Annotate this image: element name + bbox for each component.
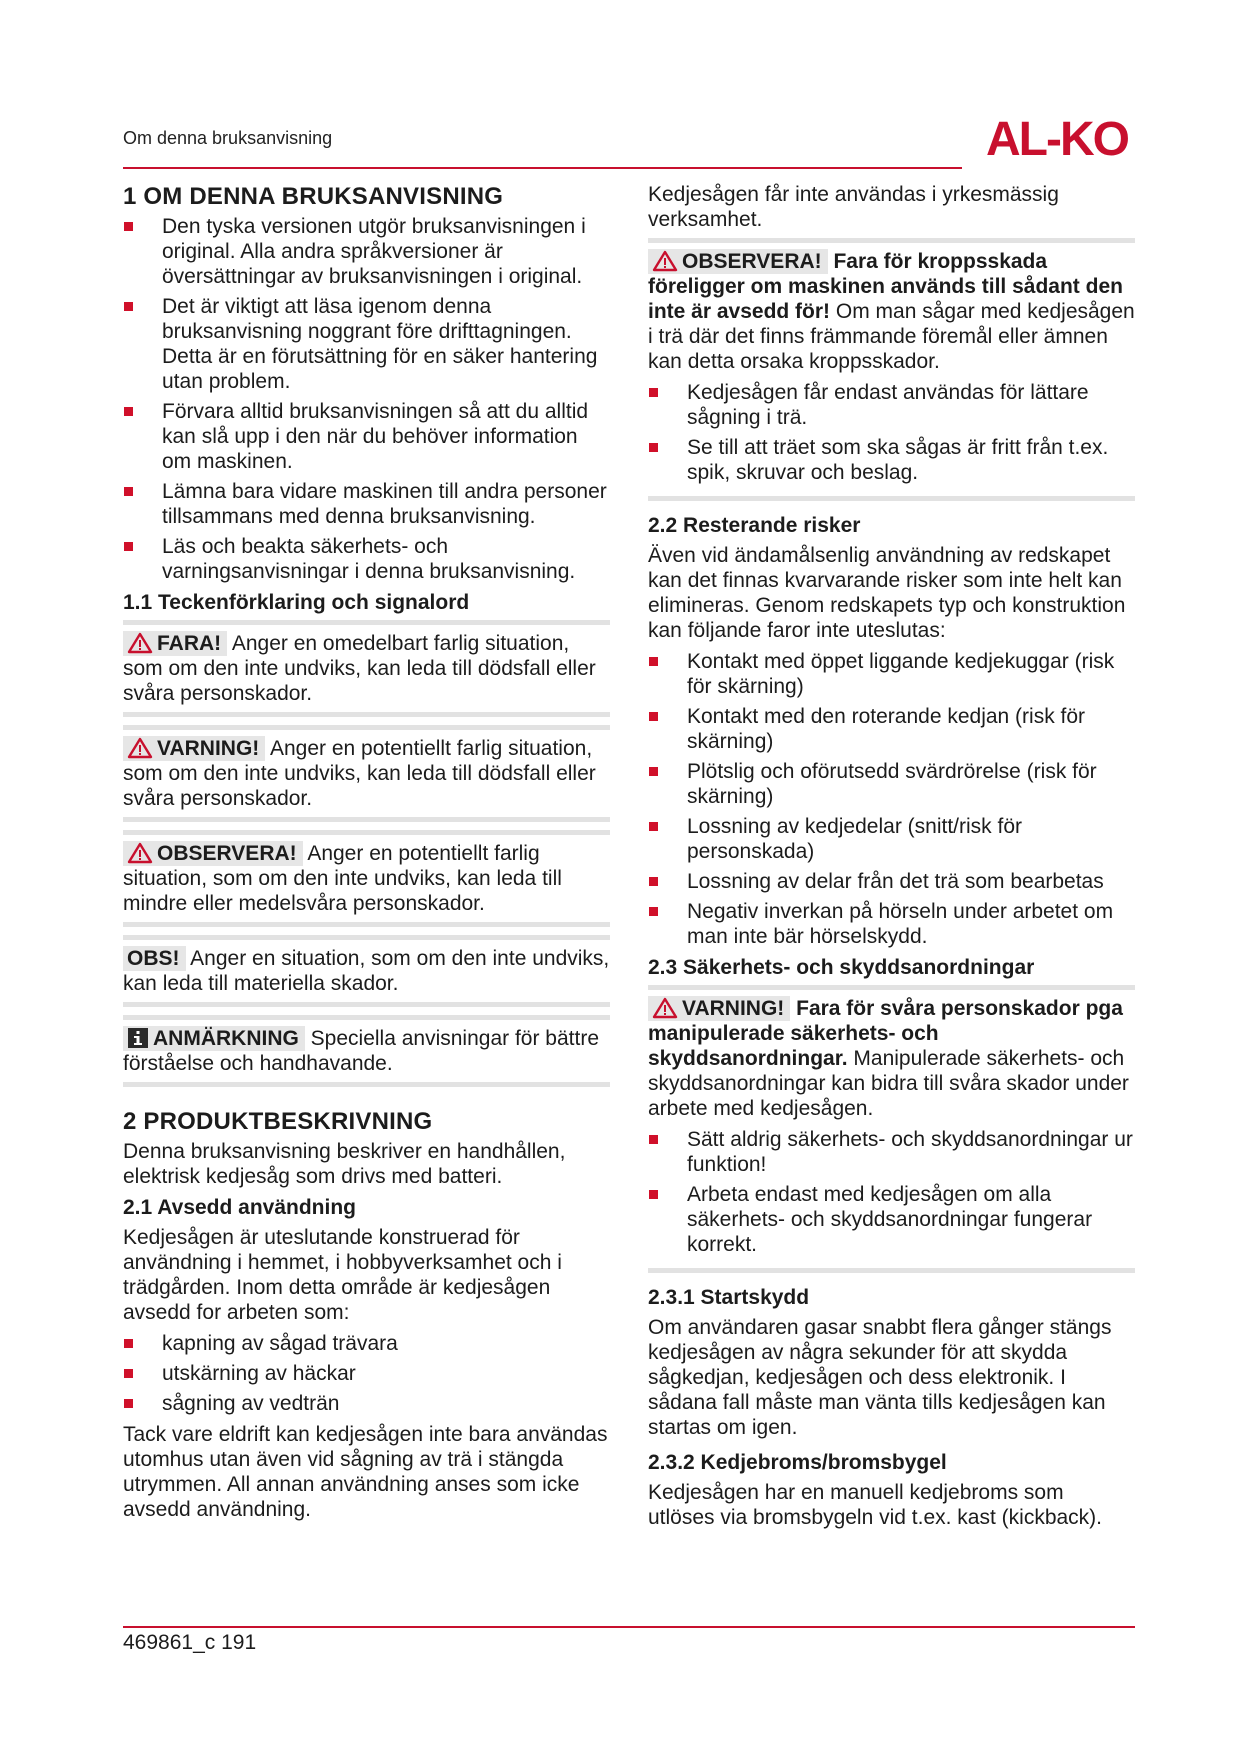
- list-item: Den tyska versionen utgör bruksanvisningen i original. Alla andra språkversioner är översättningar av bruksanvisningen i original.: [123, 214, 610, 289]
- bullet-icon: [124, 487, 133, 496]
- list-item: Lämna bara vidare maskinen till andra personer tillsammans med denna bruksanvisning.: [123, 479, 610, 529]
- list-item: Arbeta endast med kedjesågen om alla säkerhets- och skyddsanordningar fungerar korrekt.: [648, 1182, 1135, 1257]
- list-item: Kedjesågen får endast användas för lättare sågning i trä.: [648, 380, 1135, 430]
- section-1-1-heading: 1.1 Teckenförklaring och signalord: [123, 591, 470, 614]
- residual-risk-text: Även vid ändamålsenlig användning av redskapet kan det finnas kvarvarande risker som inte helt kan elimineras. Genom redskapets typ och konstruktion kan följande faror inte uteslutas:: [648, 544, 1126, 642]
- warning-triangle-icon: [652, 997, 678, 1019]
- list-item: Förvara alltid bruksanvisningen så att du alltid kan slå upp i den när du behöver information om maskinen.: [123, 399, 610, 474]
- bullet-icon: [649, 1135, 658, 1144]
- list-item: Läs och beakta säkerhets- och varningsanvisningar i denna bruksanvisning.: [123, 534, 610, 584]
- bullet-icon: [124, 222, 133, 231]
- intended-use-text-2: Tack vare eldrift kan kedjesågen inte bara användas utomhus utan även vid sågning av trä i stängda utrymmen. All annan användning anses som icke avsedd användning.: [123, 1423, 608, 1521]
- observera-text: Anger en potentiellt farlig situation, som om den inte undviks, kan leda till mindre eller medelsvåra personskador.: [123, 842, 562, 915]
- running-header: Om denna bruksanvisning: [123, 128, 333, 148]
- bullet-icon: [124, 542, 133, 551]
- list-item: utskärning av häckar: [123, 1361, 610, 1386]
- alko-logo: [975, 112, 1139, 162]
- bullet-icon: [124, 1369, 133, 1378]
- varning-label: VARNING!: [123, 736, 265, 761]
- bullet-icon: [124, 1399, 133, 1408]
- obs-notice: [123, 935, 610, 1007]
- varning-list: [648, 1127, 1135, 1257]
- list-item: Lossning av kedjedelar (snitt/risk för personskada): [648, 814, 1135, 864]
- bullet-icon: [649, 657, 658, 666]
- intended-use-text: Kedjesågen är uteslutande konstruerad för användning i hemmet, i hobbyverksamhet och i trädgården. Inom detta område är kedjesågen avsedd for arbeten som:: [123, 1226, 562, 1324]
- header-rule: [123, 167, 962, 169]
- observera-text: Om man sågar med kedjesågen i trä där det finns främmande föremål eller ämnen kan detta orsaka kroppsskador.: [648, 300, 1135, 373]
- risk-list: [648, 649, 1135, 949]
- observera-notice: [123, 830, 610, 927]
- list-item: sågning av vedträn: [123, 1391, 610, 1416]
- section-2-3-heading: 2.3 Säkerhets- och skyddsanordningar: [648, 956, 1035, 979]
- list-item: Negativ inverkan på hörseln under arbetet om man inte bär hörselskydd.: [648, 899, 1135, 949]
- varning-text: Manipulerade säkerhets- och skyddsanordningar kan bidra till svåra skador under arbete med kedjesågen.: [648, 1047, 1129, 1120]
- list-item: Det är viktigt att läsa igenom denna bruksanvisning noggrant före drifttagningen. Detta är en förutsättning för en säker hantering utan problem.: [123, 294, 610, 394]
- bullet-icon: [649, 822, 658, 831]
- warning-triangle-icon: [652, 250, 678, 272]
- list-item: Kontakt med den roterande kedjan (risk för skärning): [648, 704, 1135, 754]
- product-description: Denna bruksanvisning beskriver en handhållen, elektrisk kedjesåg som drivs med batteri.: [123, 1140, 566, 1188]
- varning-manipulation-notice: [648, 985, 1135, 1273]
- list-item: Se till att träet som ska sågas är fritt från t.ex. spik, skruvar och beslag.: [648, 435, 1135, 485]
- warning-triangle-icon: [127, 632, 153, 654]
- section-2-1-heading: 2.1 Avsedd användning: [123, 1196, 356, 1219]
- list-item: Kontakt med öppet liggande kedjekuggar (risk för skärning): [648, 649, 1135, 699]
- fara-text: Anger en omedelbart farlig situation, som om den inte undviks, kan leda till dödsfall eller svåra personskador.: [123, 632, 596, 705]
- section-2-2-heading: 2.2 Resterande risker: [648, 514, 861, 537]
- right-column: [648, 182, 1135, 1536]
- list-item: Sätt aldrig säkerhets- och skyddsanordningar ur funktion!: [648, 1127, 1135, 1177]
- anmarkning-notice: [123, 1015, 610, 1087]
- page-footer: 469861_c 191: [123, 1631, 257, 1654]
- svg-text:AL-KO: AL-KO: [986, 113, 1128, 162]
- left-column: [123, 182, 610, 1528]
- varning-label: VARNING!: [648, 996, 790, 1021]
- start-protection-text: Om användaren gasar snabbt flera gånger stängs kedjesågen av några sekunder för att skydda sågkedjan, kedjesågen och dess elektronik. I sådana fall måste man vänta tills kedjesågen kan startas om igen.: [648, 1316, 1112, 1439]
- observera-bold-text: Fara för kroppsskada föreligger om maskinen används till sådant den inte är avsedd för!: [648, 250, 1123, 323]
- bullet-icon: [124, 1339, 133, 1348]
- warning-triangle-icon: [127, 737, 153, 759]
- bullet-icon: [649, 877, 658, 886]
- bullet-icon: [124, 407, 133, 416]
- list-item: Plötslig och oförutsedd svärdrörelse (risk för skärning): [648, 759, 1135, 809]
- fara-label: FARA!: [123, 631, 227, 656]
- bullet-icon: [649, 907, 658, 916]
- varning-notice: [123, 725, 610, 822]
- obs-label: OBS!: [123, 946, 186, 971]
- anmarkning-label: ANMÄRKNING: [123, 1026, 305, 1051]
- list-item: kapning av sågad trävara: [123, 1331, 610, 1356]
- bullet-icon: [649, 443, 658, 452]
- section-2-heading: 2 PRODUKTBESKRIVNING: [123, 1108, 433, 1135]
- bullet-icon: [649, 767, 658, 776]
- list-item: Lossning av delar från det trä som bearbetas: [648, 869, 1135, 894]
- varning-text: Anger en potentiellt farlig situation, som om den inte undviks, kan leda till dödsfall eller svåra personskador.: [123, 737, 596, 810]
- observera-label: OBSERVERA!: [123, 841, 303, 866]
- bullet-icon: [649, 388, 658, 397]
- varning-bold-text: Fara för svåra personskador pga manipulerade säkerhets- och skyddsanordningar.: [648, 997, 1123, 1070]
- section-2-3-2-heading: 2.3.2 Kedjebroms/bromsbygel: [648, 1451, 947, 1474]
- section-2-3-1-heading: 2.3.1 Startskydd: [648, 1286, 810, 1309]
- bullet-icon: [649, 1190, 658, 1199]
- observera-injury-notice: [648, 238, 1135, 501]
- observera-list: [648, 380, 1135, 485]
- bullet-icon: [649, 712, 658, 721]
- anmarkning-text: Speciella anvisningar för bättre förståelse och handhavande.: [123, 1027, 599, 1075]
- info-icon: [127, 1027, 149, 1049]
- intro-list: [123, 214, 610, 584]
- observera-label: OBSERVERA!: [648, 249, 828, 274]
- fara-notice: [123, 620, 610, 717]
- professional-use-text: Kedjesågen får inte användas i yrkesmässig verksamhet.: [648, 183, 1059, 231]
- bullet-icon: [124, 302, 133, 311]
- footer-rule: [123, 1626, 1135, 1628]
- chain-brake-text: Kedjesågen har en manuell kedjebroms som utlöses via bromsbygeln vid t.ex. kast (kickback).: [648, 1481, 1103, 1529]
- warning-triangle-icon: [127, 842, 153, 864]
- section-1-heading: 1 OM DENNA BRUKSANVISNING: [123, 183, 504, 210]
- use-list: [123, 1331, 610, 1416]
- obs-text: Anger en situation, som om den inte undviks, kan leda till materiella skador.: [123, 947, 610, 995]
